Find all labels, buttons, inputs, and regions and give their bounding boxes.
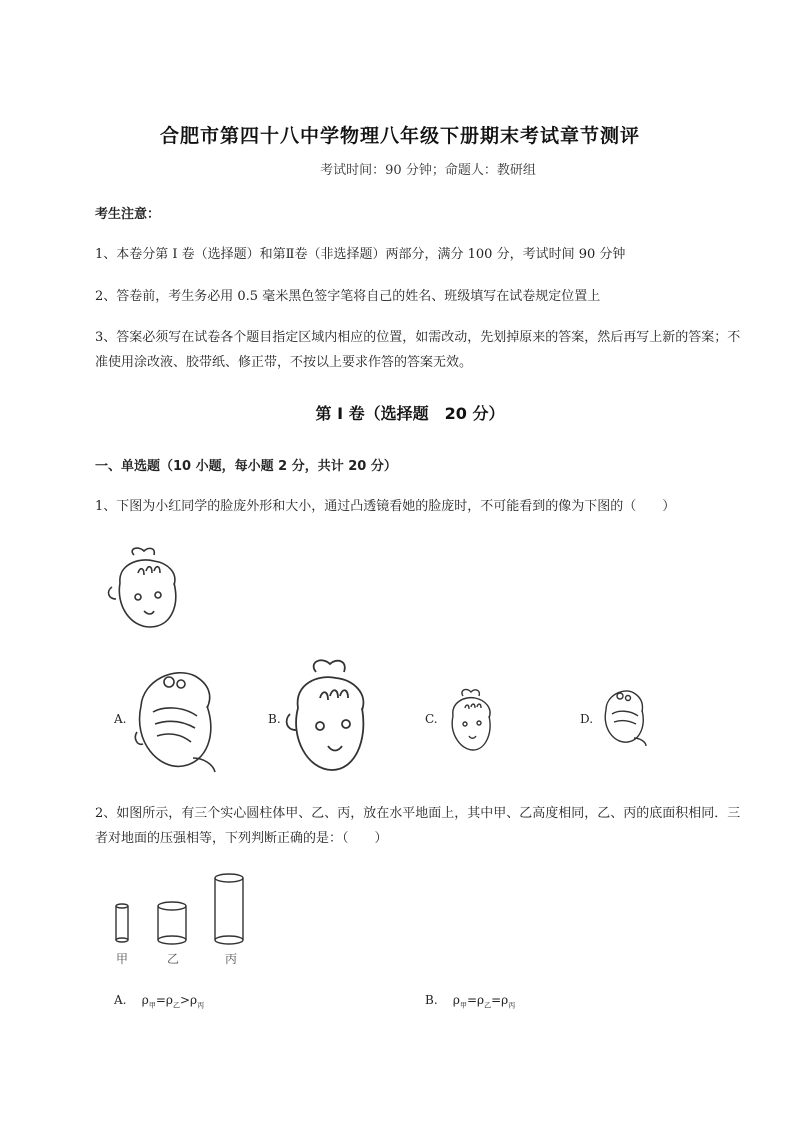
q1-option-b-label[interactable]: B.: [268, 712, 281, 726]
cylinder-jia-top: [116, 904, 128, 908]
rho-symbol: ρ: [477, 993, 485, 1007]
q1-option-a-label[interactable]: A.: [114, 712, 127, 726]
rho-symbol: ρ: [452, 993, 460, 1007]
notice-heading: 考生注意：: [95, 207, 161, 222]
subscript-bing: 丙: [508, 1001, 516, 1010]
operator: =: [155, 993, 166, 1007]
reference-face-image: [108, 545, 188, 635]
cylinder-jia-bottom: [116, 938, 128, 942]
cylinders-figure: [110, 870, 250, 950]
q1-option-d-image[interactable]: [600, 686, 650, 748]
q1-option-d-label[interactable]: D.: [580, 712, 594, 726]
q2-option-a-label: A.: [114, 993, 127, 1007]
cylinder-yi-top: [158, 902, 186, 910]
subscript-jia: 甲: [459, 1001, 467, 1010]
notice-item-3: 3、答案必须写在试卷各个题目指定区域内相应的位置，如需改动，先划掉原来的答案，然后再写上新的答案；不准使用涂改液、胶带纸、修正带，不按以上要求作答的答案无效。: [95, 330, 741, 370]
cylinder-label-jia: 甲: [116, 952, 129, 966]
question-1-text: 1、下图为小红同学的脸庞外形和大小，通过凸透镜看她的脸庞时，不可能看到的像为下图的（ ）: [95, 499, 676, 514]
operator: =: [491, 993, 502, 1007]
page-title: 合肥市第四十八中学物理八年级下册期末考试章节测评: [159, 125, 640, 147]
subscript-bing: 丙: [197, 1001, 205, 1010]
operator: =: [466, 993, 478, 1007]
question-type-heading: 一、单选题（10 小题，每小题 2 分，共计 20 分）: [95, 459, 397, 474]
cylinder-bing-bottom: [215, 936, 243, 944]
q2-option-b[interactable]: [425, 993, 515, 1010]
q1-option-c-image[interactable]: [447, 688, 495, 753]
cylinder-label-bing: 丙: [225, 952, 238, 966]
rho-symbol: ρ: [165, 993, 173, 1007]
cylinder-bing-top: [215, 874, 243, 882]
q1-option-b-image[interactable]: [288, 658, 370, 773]
cylinder-label-yi: 乙: [167, 952, 180, 966]
rho-symbol: ρ: [501, 993, 509, 1007]
q2-option-b-label: B.: [425, 993, 438, 1007]
exam-info: 考试时间：90 分钟；命题人：教研组: [320, 163, 536, 178]
q1-option-a-image[interactable]: [133, 662, 223, 774]
cylinder-yi-bottom: [158, 936, 186, 944]
operator: >: [179, 993, 190, 1007]
subscript-jia: 甲: [148, 1001, 156, 1010]
q1-option-c-label[interactable]: C.: [425, 712, 438, 726]
notice-item-2: 2、答卷前，考生务必用 0.5 毫米黑色签字笔将自己的姓名、班级填写在试卷规定位置上: [95, 289, 601, 304]
subscript-yi: 乙: [484, 1001, 492, 1010]
section-title: 第 I 卷（选择题 20 分）: [315, 404, 505, 423]
question-2-text: 2、如图所示，有三个实心圆柱体甲、乙、丙，放在水平地面上，其中甲、乙高度相同，乙、丙的底面积相同．三者对地面的压强相等，下列判断正确的是：（ ）: [95, 806, 741, 846]
subscript-yi: 乙: [172, 1001, 180, 1010]
notice-item-1: 1、本卷分第 I 卷（选择题）和第Ⅱ卷（非选择题）两部分，满分 100 分，考试时间 90 分钟: [95, 247, 626, 262]
q2-option-a[interactable]: [114, 993, 204, 1010]
rho-symbol: ρ: [190, 993, 198, 1007]
rho-symbol: ρ: [141, 993, 149, 1007]
